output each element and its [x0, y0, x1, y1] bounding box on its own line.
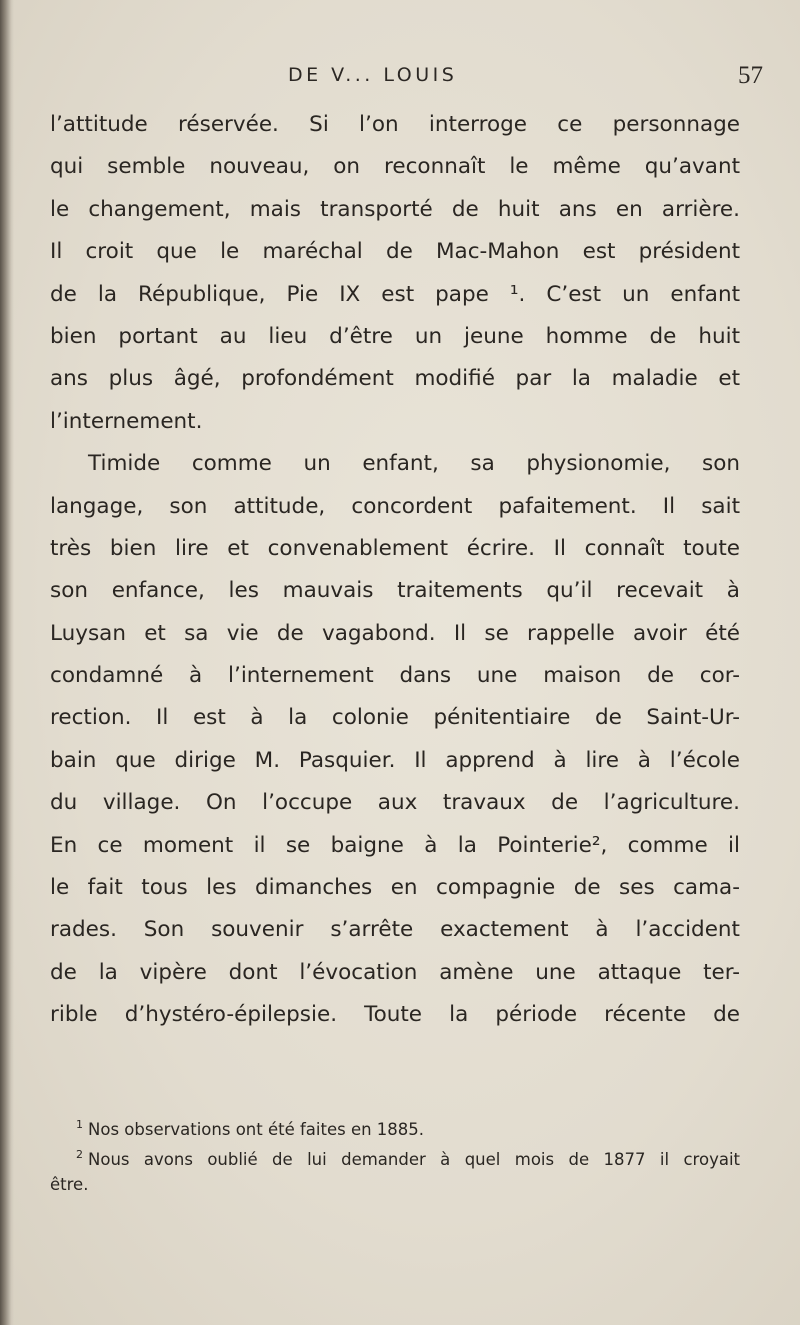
text-line: le fait tous les dimanches en compagnie de ses cama-	[50, 875, 740, 901]
text-line: l’internement.	[50, 408, 203, 434]
text-line: du village. On l’occupe aux travaux de l’agriculture.	[50, 790, 740, 816]
paragraph-first-line: Timide comme un enfant, sa physionomie, son	[88, 451, 740, 477]
text-line: l’attitude réservée. Si l’on interroge ce personnage	[50, 112, 740, 137]
text-line: rades. Son souvenir s’arrête exactement à l’accident	[50, 917, 740, 943]
footnote-text: Nous avons oublié de lui demander à quel mois de 1877 il croyait	[88, 1150, 740, 1169]
body-text	[50, 104, 740, 1037]
text-line: qui semble nouveau, on reconnaît le même qu’avant	[50, 154, 740, 180]
running-head	[0, 64, 800, 92]
text-line: Il croit que le maréchal de Mac-Mahon est président	[50, 239, 740, 265]
text-line: condamné à l’internement dans une maison de cor-	[50, 663, 740, 689]
text-line: de la République, Pie IX est pape ¹. C’est un enfant	[50, 281, 740, 307]
footnote-mark: 1	[76, 1118, 83, 1131]
text-line: très bien lire et convenablement écrire. Il connaît toute	[50, 535, 740, 561]
footnote-text: Nos observations ont été faites en 1885.	[88, 1120, 425, 1139]
text-line: bain que dirige M. Pasquier. Il apprend à lire à l’école	[50, 747, 740, 773]
text-line: langage, son attitude, concordent pafaitement. Il sait	[50, 493, 740, 519]
footnote-2	[50, 1140, 740, 1170]
footnote-2-continued	[50, 1170, 740, 1200]
footnote-mark: 2	[76, 1148, 83, 1161]
text-line: bien portant au lieu d’être un jeune homme de huit	[50, 323, 740, 349]
footnotes	[50, 1110, 740, 1200]
text-line: son enfance, les mauvais traitements qu’il recevait à	[50, 578, 740, 604]
text-line: ans plus âgé, profondément modifié par la maladie et	[50, 366, 740, 392]
text-line: de la vipère dont l’évocation amène une attaque ter-	[50, 959, 740, 985]
binding-gutter	[0, 0, 14, 1325]
footnote-text: être.	[50, 1175, 89, 1194]
running-title: DE V... LOUIS	[288, 64, 458, 86]
text-line: le changement, mais transporté de huit ans en arrière.	[50, 196, 740, 222]
text-line: Luysan et sa vie de vagabond. Il se rappelle avoir été	[50, 620, 740, 646]
text-line: rible d’hystéro-épilepsie. Toute la période récente de	[50, 1002, 740, 1028]
footnote-1	[50, 1110, 740, 1140]
text-line: rection. Il est à la colonie pénitentiaire de Saint-Ur-	[50, 705, 740, 731]
page-number: 57	[738, 62, 763, 89]
text-line: En ce moment il se baigne à la Pointerie², comme il	[50, 832, 740, 858]
